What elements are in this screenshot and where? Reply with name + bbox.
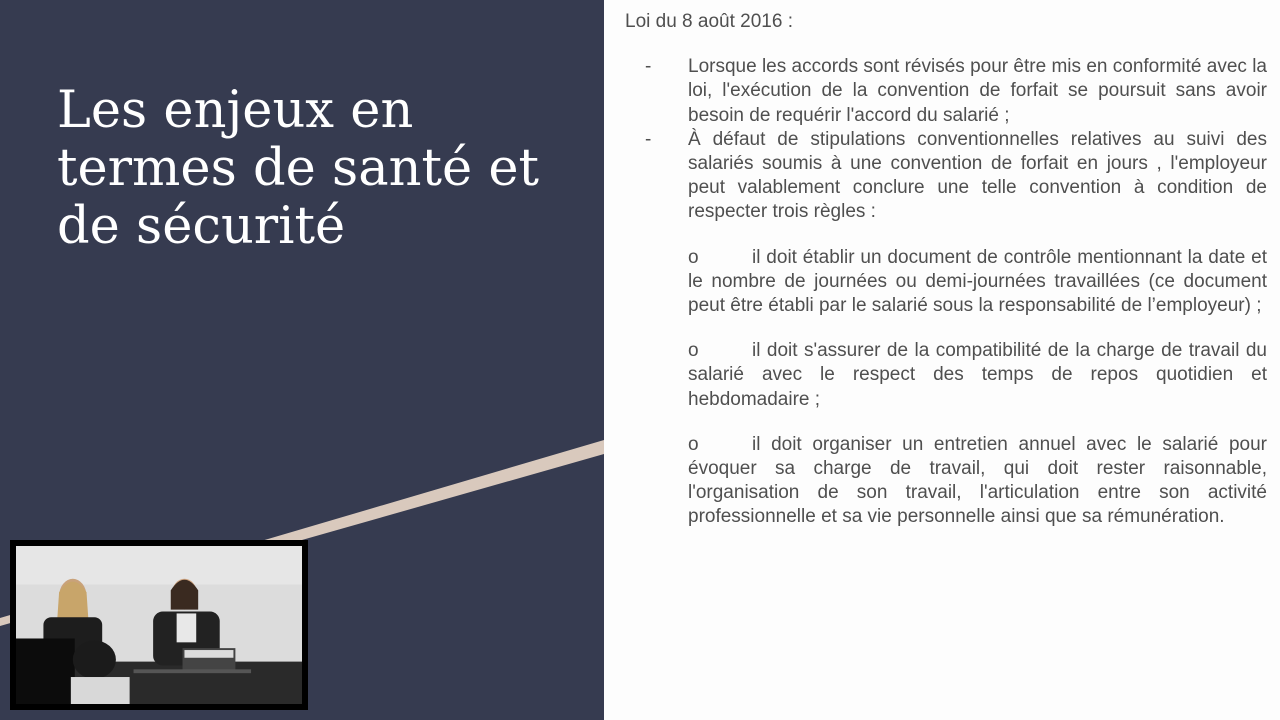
list-item bbox=[625, 128, 1267, 225]
video-frame bbox=[16, 546, 302, 704]
list-item-text: À défaut de stipulations conventionnelles relatives au suivi des salariés soumis à une convention de forfait en jours , l'employeur peut valablement conclure une telle convention à condition de respecter trois règles : bbox=[688, 128, 1267, 223]
slide-left-panel bbox=[0, 0, 604, 720]
sub-list-item bbox=[688, 433, 1267, 530]
slide-title: Les enjeux en termes de santé et de sécurité bbox=[57, 81, 540, 256]
circle-bullet: o bbox=[688, 246, 699, 268]
sub-list-item bbox=[688, 339, 1267, 412]
list-item-text: Lorsque les accords sont révisés pour être mis en conformité avec la loi, l'exécution de la convention de forfait se poursuit sans avoir besoin de requérir l'accord du salarié ; bbox=[688, 56, 1267, 126]
speaker-video-thumbnail[interactable] bbox=[10, 540, 308, 710]
list-item bbox=[625, 55, 1267, 128]
slide-content bbox=[625, 10, 1267, 530]
slide-right-panel bbox=[604, 0, 1280, 720]
circle-bullet: o bbox=[688, 433, 699, 455]
video-scene-image bbox=[16, 546, 302, 704]
sub-list-item-text: il doit organiser un entretien annuel avec le salarié pour évoquer sa charge de travail, qui doit rester raisonnable, l'organisation de son travail, l'articulation entre son activité professionnelle et sa vie personnelle ainsi que sa rémunération. bbox=[688, 433, 1267, 528]
dash-bullet: - bbox=[645, 128, 652, 150]
sub-list-item-text: il doit établir un document de contrôle mentionnant la date et le nombre de journées ou demi-journées travaillées (ce document peut être établi par le salarié sous la responsabilité de l’employeur) ; bbox=[688, 246, 1267, 317]
dash-bullet: - bbox=[645, 56, 652, 78]
law-heading: Loi du 8 août 2016 : bbox=[625, 11, 793, 32]
circle-bullet: o bbox=[688, 340, 699, 362]
sub-list-item-text: il doit s'assurer de la compatibilité de la charge de travail du salarié avec le respect des temps de repos quotidien et hebdomadaire ; bbox=[688, 340, 1267, 410]
sub-list-item bbox=[688, 246, 1267, 319]
